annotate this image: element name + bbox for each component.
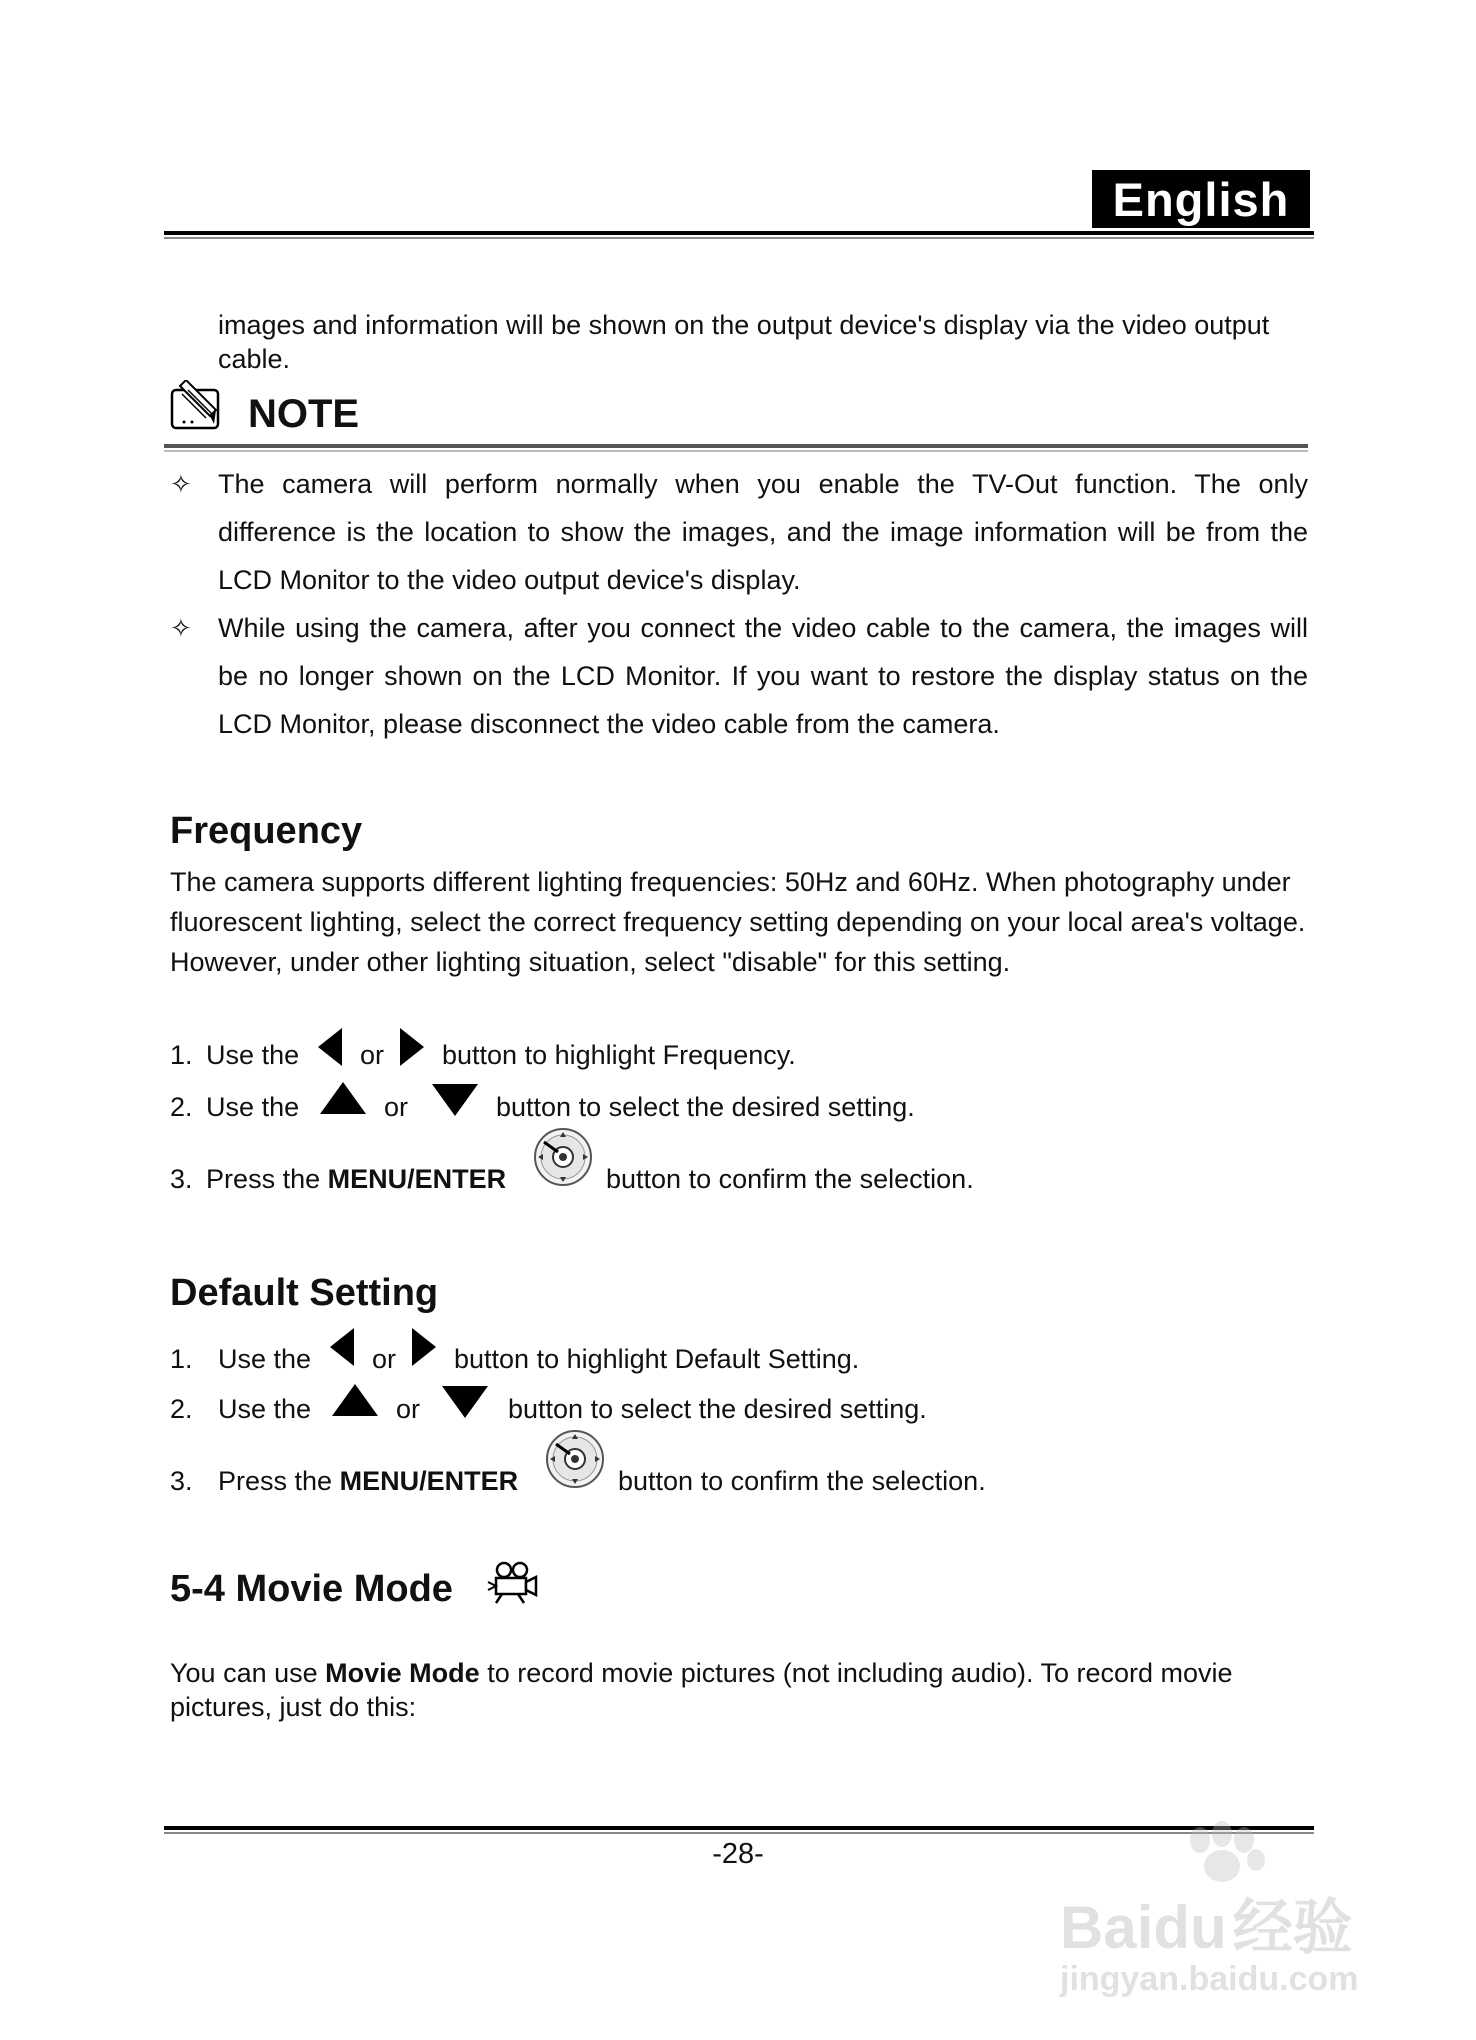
step-text-post: button to confirm the selection. <box>606 1164 974 1194</box>
left-arrow-icon <box>316 1026 344 1073</box>
note-bullet <box>0 604 1476 754</box>
down-arrow-icon <box>440 1384 490 1425</box>
default-step-number: 2. <box>170 1394 193 1424</box>
watermark-url: jingyan.baidu.com <box>1060 1960 1359 1998</box>
note-bullet <box>0 460 1476 610</box>
step-text-or: or <box>384 1092 409 1122</box>
step-text-or: or <box>360 1040 385 1070</box>
right-arrow-icon <box>398 1026 426 1073</box>
movie-mode-label: Movie Mode <box>325 1658 480 1688</box>
default-setting-heading: Default Setting <box>170 1272 439 1314</box>
left-arrow-icon <box>328 1326 356 1373</box>
header-rule <box>164 231 1314 235</box>
note-rule-shadow <box>164 450 1308 452</box>
frequency-step-3 <box>170 1164 506 1195</box>
note-rule <box>164 444 1308 448</box>
step-text-or: or <box>396 1394 421 1424</box>
note-bullet-text: The camera will perform normally when you enable the TV-Out function. The only difference is the location to show the images, and the image information will be from the LCD Monitor to the video output device's display. <box>218 469 1308 595</box>
watermark-brand: Baidu 经验 <box>1060 1894 1353 1961</box>
step-number: 1. <box>170 1040 193 1070</box>
step-text-pre: Use the <box>206 1040 300 1070</box>
movie-camera-icon <box>486 1560 538 1609</box>
step-text-post: button to select the desired setting. <box>508 1394 927 1424</box>
default-step-2: Use the <box>218 1394 312 1424</box>
header-rule-shadow <box>164 237 1314 239</box>
step-text-pre: Press the <box>206 1164 321 1194</box>
step-text-pre: Press the <box>218 1466 333 1496</box>
menu-enter-label: MENU/ENTER <box>339 1466 519 1496</box>
baidu-watermark <box>1050 1820 1390 2010</box>
default-step-3 <box>218 1466 518 1497</box>
default-step-number: 3. <box>170 1466 193 1496</box>
menu-enter-label: MENU/ENTER <box>327 1164 507 1194</box>
up-arrow-icon <box>318 1080 368 1121</box>
movie-text-post: to record movie pictures (not including audio). To record movie pictures, just do this: <box>170 1658 1233 1722</box>
note-title: NOTE <box>248 392 360 436</box>
frequency-heading: Frequency <box>170 810 363 852</box>
page-number: -28- <box>712 1838 764 1870</box>
default-step-1: Use the <box>218 1344 312 1374</box>
note-pencil-icon <box>170 380 224 432</box>
step-text-or: or <box>372 1344 397 1374</box>
diamond-bullet-icon: ✧ <box>170 613 192 643</box>
movie-mode-heading: 5-4 Movie Mode <box>170 1568 453 1610</box>
up-arrow-icon <box>330 1382 380 1423</box>
movie-text-pre: You can use <box>170 1658 318 1688</box>
frequency-step-1 <box>170 1040 299 1071</box>
movie-mode-paragraph <box>170 1656 1310 1724</box>
menu-enter-dial-icon <box>532 1126 594 1193</box>
right-arrow-icon <box>410 1326 438 1373</box>
step-text-post: button to confirm the selection. <box>618 1466 986 1496</box>
note-bullet-text: While using the camera, after you connect the video cable to the camera, the images will be no longer shown on the LCD Monitor. If you want to restore the display status on the LCD Monitor, please disconnect the video cable from the camera. <box>218 613 1308 739</box>
step-number: 2. <box>170 1092 193 1122</box>
frequency-step-2 <box>170 1092 299 1123</box>
language-badge: English <box>1092 170 1310 228</box>
diamond-bullet-icon: ✧ <box>170 469 192 499</box>
step-text-pre: Use the <box>206 1092 300 1122</box>
step-text-post: button to highlight Frequency. <box>442 1040 796 1070</box>
down-arrow-icon <box>430 1082 480 1123</box>
step-number: 3. <box>170 1164 193 1194</box>
step-text-post: button to select the desired setting. <box>496 1092 915 1122</box>
default-step-number: 1. <box>170 1344 193 1374</box>
intro-paragraph: images and information will be shown on the output device's display via the video output cable. <box>218 310 1270 374</box>
frequency-paragraph: The camera supports different lighting frequencies: 50Hz and 60Hz. When photography under fluorescent lighting, select the correct frequency setting depending on your local area's voltage. However, under other lighting situation, select "disable" for this setting. <box>170 867 1306 977</box>
step-text-post: button to highlight Default Setting. <box>454 1344 860 1374</box>
menu-enter-dial-icon <box>544 1428 606 1495</box>
